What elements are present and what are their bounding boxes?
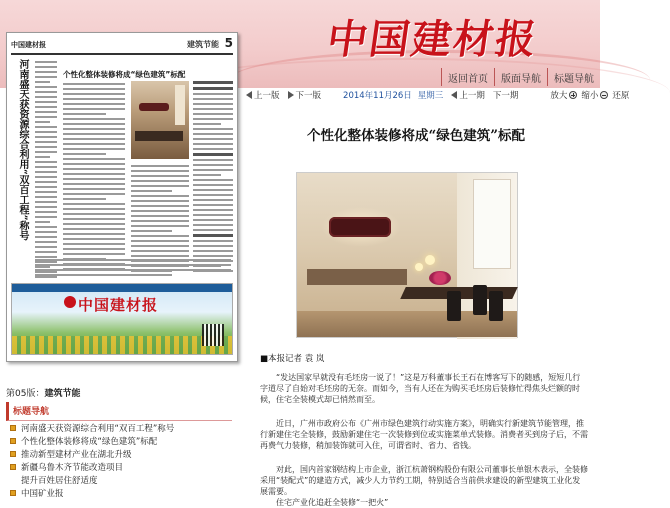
square-bullet-icon [10, 490, 16, 496]
zoom-in-label: 放大 [550, 91, 568, 101]
issue-weekday: 星期三 [417, 91, 444, 101]
photo-flowers [429, 271, 451, 285]
thumbnail-paper-name: 中国建材报 [11, 41, 46, 49]
photo-window [473, 179, 511, 269]
ad-brand-text: 中国建材报 [78, 296, 159, 314]
headline-nav-label[interactable]: 中国矿业报 [21, 488, 64, 499]
ad-flowers-image [12, 336, 232, 354]
nav-headline-navigation-link[interactable]: 标题导航 [547, 68, 600, 86]
thumbnail-article-headline[interactable]: 个性化整体装修将成“绿色建筑”标配 [63, 70, 186, 79]
article-paragraph: 近日，广州市政府公布《广州市绿色建筑行动实施方案》，明确实行新建筑节能管理，推行新建住宅全装修，鼓励新建住宅一次装修到位或实施菜单式装修。消费者买到房子后，不需再费气力装修，稍加装饰就可入住，可谓省时、省力、省钱。 [260, 419, 588, 450]
headline-nav-item[interactable] [6, 473, 232, 486]
next-page-label: 下一版 [295, 91, 322, 101]
restore-button[interactable] [612, 89, 629, 101]
headline-nav-item[interactable] [6, 486, 232, 499]
zoom-out-icon [600, 91, 608, 99]
square-bullet-icon [10, 425, 16, 431]
arrow-left-icon [246, 91, 252, 99]
photo-wall-art [329, 217, 391, 237]
ad-logo-icon [64, 296, 76, 308]
headline-nav-item[interactable] [6, 434, 232, 447]
headline-nav-item[interactable] [6, 421, 232, 434]
headline-nav-label[interactable]: 新疆乌鲁木齐节能改造项目 [21, 462, 124, 473]
prev-page-label: 上一版 [254, 91, 280, 101]
thumbnail-vertical-headline[interactable]: 河南盛天获资源综合利用“双百工程”称号 [17, 59, 28, 241]
thumbnail-advertisement [11, 283, 233, 355]
top-nav [441, 68, 600, 86]
qr-code-icon [202, 324, 224, 346]
next-issue-label: 下一期 [492, 91, 519, 101]
issue-date: 2014年11月26日 [343, 91, 412, 101]
headline-navigation [6, 402, 232, 499]
article-pane [246, 104, 600, 507]
headline-nav-label[interactable]: 提升百姓居住舒适度 [21, 475, 98, 486]
edition-prefix: 第05版： [6, 389, 45, 399]
thumbnail-text-column [35, 259, 231, 279]
headline-nav-label[interactable]: 个性化整体装修将成“绿色建筑”标配 [21, 436, 158, 447]
article-paragraph: 对此，国内首家钢结构上市企业，浙江杭萧钢构股份有限公司董事长单银木表示，全装修采用“装配式”的建造方式，减少人力节约工期，特别适合当前供求建设的新型建筑工业化发展需要。 [260, 465, 588, 496]
article-byline: ■本报记者 袁 岚 [260, 354, 325, 364]
zoom-in-icon [569, 91, 577, 99]
headline-nav-label[interactable]: 河南盛天获资源综合利用“双百工程”称号 [21, 423, 175, 434]
zoom-out-button[interactable] [581, 89, 608, 101]
thumbnail-photo [131, 81, 189, 159]
edition-label [6, 386, 80, 399]
arrow-left-icon [451, 91, 457, 99]
edition-name: 建筑节能 [44, 389, 81, 399]
thumbnail-page-number: 5 [224, 36, 233, 50]
zoom-in-button[interactable] [550, 89, 577, 101]
article-subheading: 住宅产业化追赶全装修“一把火” [276, 498, 389, 507]
thumbnail-text-column [193, 81, 233, 275]
thumbnail-text-column [35, 61, 57, 281]
square-bullet-icon [10, 438, 16, 444]
square-bullet-icon [10, 451, 16, 457]
article-photo [296, 172, 518, 338]
nav-home-link[interactable]: 返回首页 [441, 68, 494, 86]
headline-navigation-title: 标题导航 [6, 402, 232, 421]
thumbnail-text-column [63, 83, 125, 273]
thumbnail-header [11, 37, 233, 55]
nav-page-navigation-link[interactable]: 版面导航 [494, 68, 547, 86]
headline-nav-item[interactable] [6, 460, 232, 473]
headline-nav-item[interactable] [6, 447, 232, 460]
next-page-button[interactable] [288, 89, 322, 101]
headline-nav-label[interactable]: 推动新型建材产业在湖北升级 [21, 449, 132, 460]
article-paragraph: “发达国家早就没有毛坯房一说了！”这是万科董事长王石在博客写下的随感，短短几行字道尽了自始对毛坯房的无奈。而如今，当有人还在为购买毛坯房后装修忙得焦头烂额的时候，住宅全装模式却已悄然而至。 [260, 373, 581, 404]
issue-toolbar [246, 88, 630, 102]
ad-strip [12, 284, 232, 292]
arrow-right-icon [288, 91, 294, 99]
prev-page-button[interactable] [246, 89, 280, 101]
prev-issue-label: 上一期 [459, 91, 485, 101]
prev-issue-button[interactable] [451, 89, 485, 101]
restore-label: 还原 [612, 91, 630, 101]
newspaper-page-thumbnail[interactable] [6, 32, 238, 362]
zoom-out-label: 缩小 [581, 91, 599, 101]
article-title: 个性化整体装修将成“绿色建筑”标配 [306, 128, 526, 144]
site-logo[interactable]: 中国建材报 [324, 16, 541, 63]
next-issue-button[interactable] [493, 89, 519, 101]
thumbnail-section-label: 建筑节能 [187, 40, 219, 49]
square-bullet-icon [10, 464, 16, 470]
